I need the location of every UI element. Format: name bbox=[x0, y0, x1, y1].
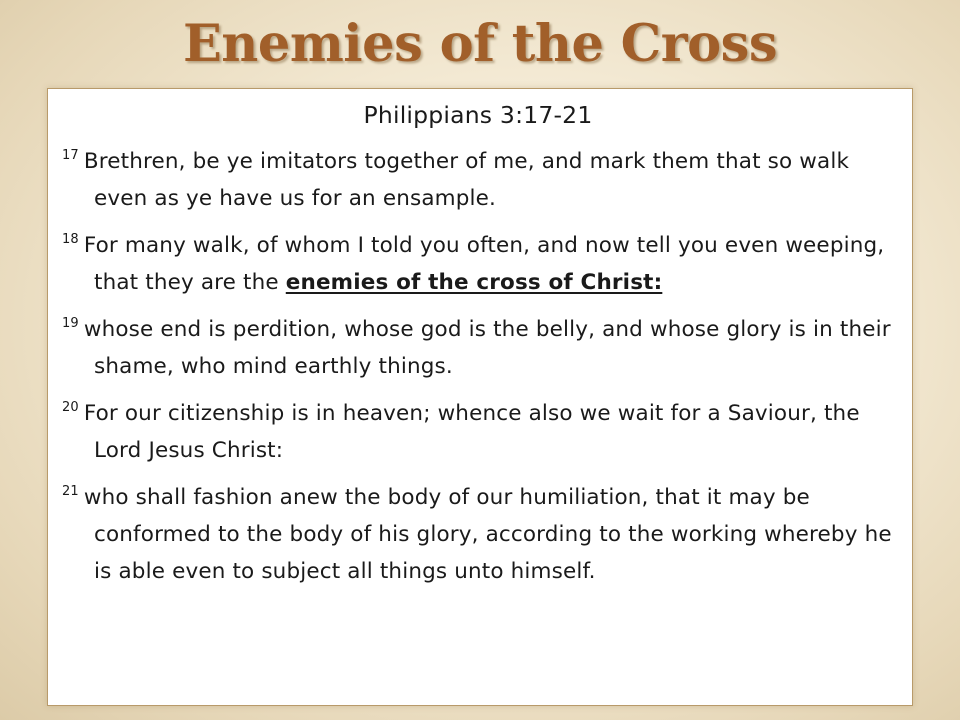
verse-text: who shall fashion anew the body of our humiliation, that it may be conformed to the body of his glory, according to the working whereby he is able even to subject all things unto himself. bbox=[83, 485, 892, 584]
verse-18 bbox=[62, 221, 894, 301]
verse-20 bbox=[62, 389, 894, 469]
verse-number: 17 bbox=[62, 148, 79, 163]
verse-19 bbox=[62, 305, 894, 385]
verse-text: For many walk, of whom I told you often, and now tell you even weeping, that they are the bbox=[83, 233, 885, 295]
verse-number: 19 bbox=[62, 316, 79, 331]
verse-box bbox=[47, 88, 913, 706]
verse-number: 18 bbox=[62, 232, 79, 247]
scripture-reference: Philippians 3:17-21 bbox=[363, 101, 593, 129]
verse-emphasis: enemies of the cross of Christ: bbox=[285, 270, 663, 295]
verse-number: 21 bbox=[62, 484, 79, 499]
verse-text: For our citizenship is in heaven; whence also we wait for a Saviour, the Lord Jesus Christ: bbox=[83, 401, 860, 463]
verse-text: whose end is perdition, whose god is the belly, and whose glory is in their shame, who mind earthly things. bbox=[83, 317, 891, 379]
verse-21 bbox=[62, 473, 894, 590]
slide-title: Enemies of the Cross bbox=[182, 14, 778, 74]
verse-number: 20 bbox=[62, 400, 79, 415]
verse-text: Brethren, be ye imitators together of me, and mark them that so walk even as ye have us for an ensample. bbox=[83, 149, 850, 211]
verse-17 bbox=[62, 137, 894, 217]
